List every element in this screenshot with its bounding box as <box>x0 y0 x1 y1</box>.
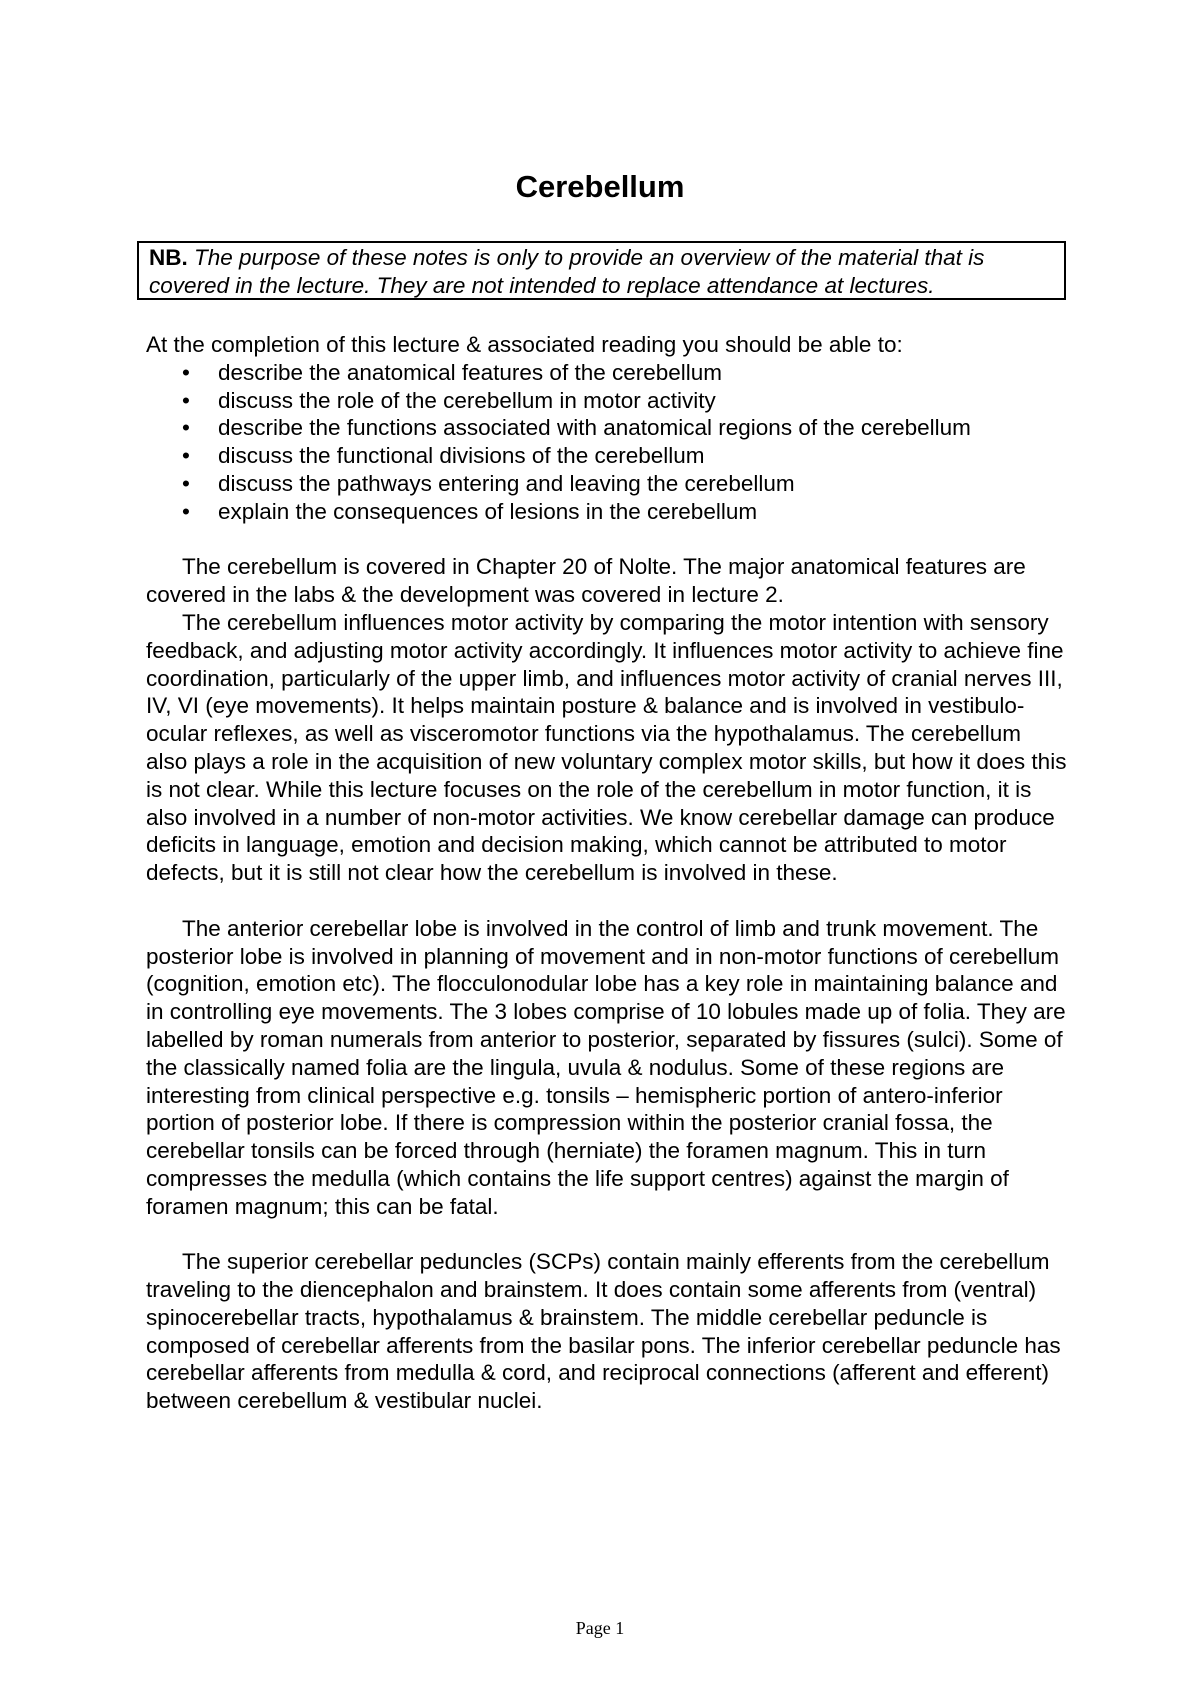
bullet-icon: • <box>182 443 190 469</box>
objective-text: describe the anatomical features of the cerebellum <box>218 359 723 385</box>
objective-text: discuss the role of the cerebellum in motor activity <box>218 387 716 413</box>
paragraph-motor-activity: The cerebellum influences motor activity by comparing the motor intention with sensory feedback, and adjusting motor activity accordingly. It influences motor activity to achieve fine coordination, particularly of the upper limb, and influences motor activity of cranial nerves III, IV, VI (eye movements). It helps maintain posture & balance and is involved in vestibulo-ocular reflexes, as well as visceromotor functions via the hypothalamus. The cerebellum also plays a role in the acquisition of new voluntary complex motor skills, but how it does this is not clear. While this lecture focuses on the role of the cerebellum in motor function, it is also involved in a number of non-motor activities. We know cerebellar damage can produce deficits in language, emotion and decision making, which cannot be attributed to motor defects, but it is still not clear how the cerebellum is involved in these. <box>146 609 1067 886</box>
paragraph-peduncles: The superior cerebellar peduncles (SCPs) contain mainly efferents from the cerebellum traveling to the diencephalon and brainstem. It does contain some afferents from (ventral) spinocerebellar tracts, hypothalamus & brainstem. The middle cerebellar peduncle is composed of cerebellar afferents from the basilar pons. The inferior cerebellar peduncle has cerebellar afferents from medulla & cord, and reciprocal connections (afferent and efferent) between cerebellum & vestibular nuclei. <box>146 1249 1061 1414</box>
list-item <box>146 359 1068 387</box>
objective-text: discuss the pathways entering and leaving the cerebellum <box>218 470 795 496</box>
spacer <box>146 887 1068 915</box>
objectives-list <box>146 359 1068 526</box>
objectives-intro: At the completion of this lecture & associated reading you should be able to: <box>146 332 903 357</box>
spacer <box>146 526 1068 554</box>
nb-text: The purpose of these notes is only to provide an overview of the material that is covered in the lecture. They are not intended to replace attendance at lectures. <box>149 245 985 298</box>
spacer <box>146 1221 1068 1249</box>
bullet-icon: • <box>182 387 190 413</box>
objective-text: discuss the functional divisions of the cerebellum <box>218 443 705 469</box>
bullet-icon: • <box>182 498 190 524</box>
bullet-icon: • <box>182 415 190 441</box>
list-item <box>146 414 1068 442</box>
list-item <box>146 387 1068 415</box>
nb-label: NB. <box>149 245 188 270</box>
document-body <box>146 331 1068 1415</box>
bullet-icon: • <box>182 359 190 385</box>
bullet-icon: • <box>182 470 190 496</box>
objective-text: describe the functions associated with anatomical regions of the cerebellum <box>218 415 971 441</box>
list-item <box>146 470 1068 498</box>
objective-text: explain the consequences of lesions in the cerebellum <box>218 498 758 524</box>
paragraph-nolte: The cerebellum is covered in Chapter 20 of Nolte. The major anatomical features are covered in the labs & the development was covered in lecture 2. <box>146 554 1026 608</box>
nb-notice-box <box>137 241 1066 300</box>
page-number: Page 1 <box>575 1618 625 1638</box>
list-item <box>146 442 1068 470</box>
paragraph-lobes: The anterior cerebellar lobe is involved in the control of limb and trunk movement. The posterior lobe is involved in planning of movement and in non-motor functions of cerebellum (cognition, emotion etc). The flocculonodular lobe has a key role in maintaining balance and in controlling eye movements. The 3 lobes comprise of 10 lobules made up of folia. They are labelled by roman numerals from anterior to posterior, separated by fissures (sulci). Some of the classically named folia are the lingula, uvula & nodulus. Some of these regions are interesting from clinical perspective e.g. tonsils – hemispheric portion of antero-inferior portion of posterior lobe. If there is compression within the posterior cranial fossa, the cerebellar tonsils can be forced through (herniate) the foramen magnum. This in turn compresses the medulla (which contains the life support centres) against the margin of foramen magnum; this can be fatal. <box>146 915 1066 1219</box>
list-item <box>146 498 1068 526</box>
page-title: Cerebellum <box>515 169 685 204</box>
